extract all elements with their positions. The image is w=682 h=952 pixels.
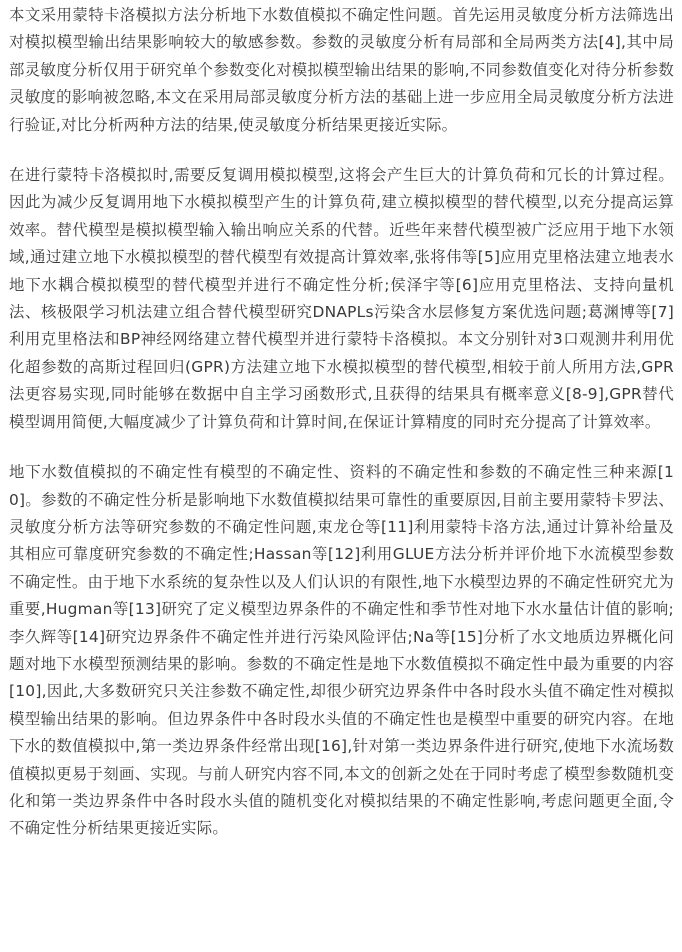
paragraph-uncertainty-sources: 地下水数值模拟的不确定性有模型的不确定性、资料的不确定性和参数的不确定性三种来源[10]。参数的不确定性分析是影响地下水数值模拟结果可靠性的重要原因,目前主要用蒙特卡罗法、灵敏度分析方法等研究参数的不确定性问题,束龙仓等[11]利用蒙特卡洛方法,通过计算补给量及其相应可靠度研究参数的不确定性;Hassan等[12]利用GLUE方法分析并评价地下水流模型参数不确定性。由于地下水系统的复杂性以及人们认识的有限性,地下水模型边界的不确定性研究尤为重要,Hugman等[13]研究了定义模型边界条件的不确定性和季节性对地下水水量估计值的影响;李久辉等[14]研究边界条件不确定性并进行污染风险评估;Na等[15]分析了水文地质边界概化问题对地下水模型预测结果的影响。参数的不确定性是地下水数值模拟不确定性中最为重要的内容[10],因此,大多数研究只关注参数不确定性,却很少研究边界条件中各时段水头值不确定性对模拟模型输出结果的影响。但边界条件中各时段水头值的不确定性也是模型中重要的研究内容。在地下水的数值模拟中,第一类边界条件经常出现[16],针对第一类边界条件进行研究,使地下水流场数值模拟更易于刻画、实现。与前人研究内容不同,本文的创新之处在于同时考虑了模型参数随机变化和第一类边界条件中各时段水头值的随机变化对模拟结果的不确定性影响,考虑问题更全面,令不确定性分析结果更接近实际。: [9, 463, 674, 838]
paragraph-surrogate-model: 在进行蒙特卡洛模拟时,需要反复调用模拟模型,这将会产生巨大的计算负荷和冗长的计算过程。因此为减少反复调用地下水模拟模型产生的计算负荷,建立模拟模型的替代模型,以充分提高运算效率。替代模型是模拟模型输入输出响应关系的代替。近些年来替代模型被广泛应用于地下水领域,通过建立地下水模拟模型的替代模型有效提高计算效率,张将伟等[5]应用克里格法建立地表水地下水耦合模拟模型的替代模型并进行不确定性分析;侯泽宇等[6]应用克里格法、支持向量机法、核极限学习机法建立组合替代模型研究DNAPLs污染含水层修复方案优选问题;葛渊博等[7]利用克里格法和BP神经网络建立替代模型并进行蒙特卡洛模拟。本文分别针对3口观测井利用优化超参数的高斯过程回归(GPR)方法建立地下水模拟模型的替代模型,相较于前人所用方法,GPR法更容易实现,同时能够在数据中自主学习函数形式,且获得的结果具有概率意义[8-9],GPR替代模型调用简便,大幅度减少了计算负荷和计算时间,在保证计算精度的同时充分提高了计算效率。: [9, 166, 674, 431]
paragraph-sensitivity-analysis: 本文采用蒙特卡洛模拟方法分析地下水数值模拟不确定性问题。首先运用灵敏度分析方法筛选出对模拟模型输出结果影响较大的敏感参数。参数的灵敏度分析有局部和全局两类方法[4],其中局部灵敏度分析仅用于研究单个参数变化对模拟模型输出结果的影响,不同参数值变化对待分析参数灵敏度的影响被忽略,本文在采用局部灵敏度分析方法的基础上进一步应用全局灵敏度分析方法进行验证,对比分析两种方法的结果,使灵敏度分析结果更接近实际。: [9, 6, 674, 134]
article-body: [9, 2, 674, 843]
